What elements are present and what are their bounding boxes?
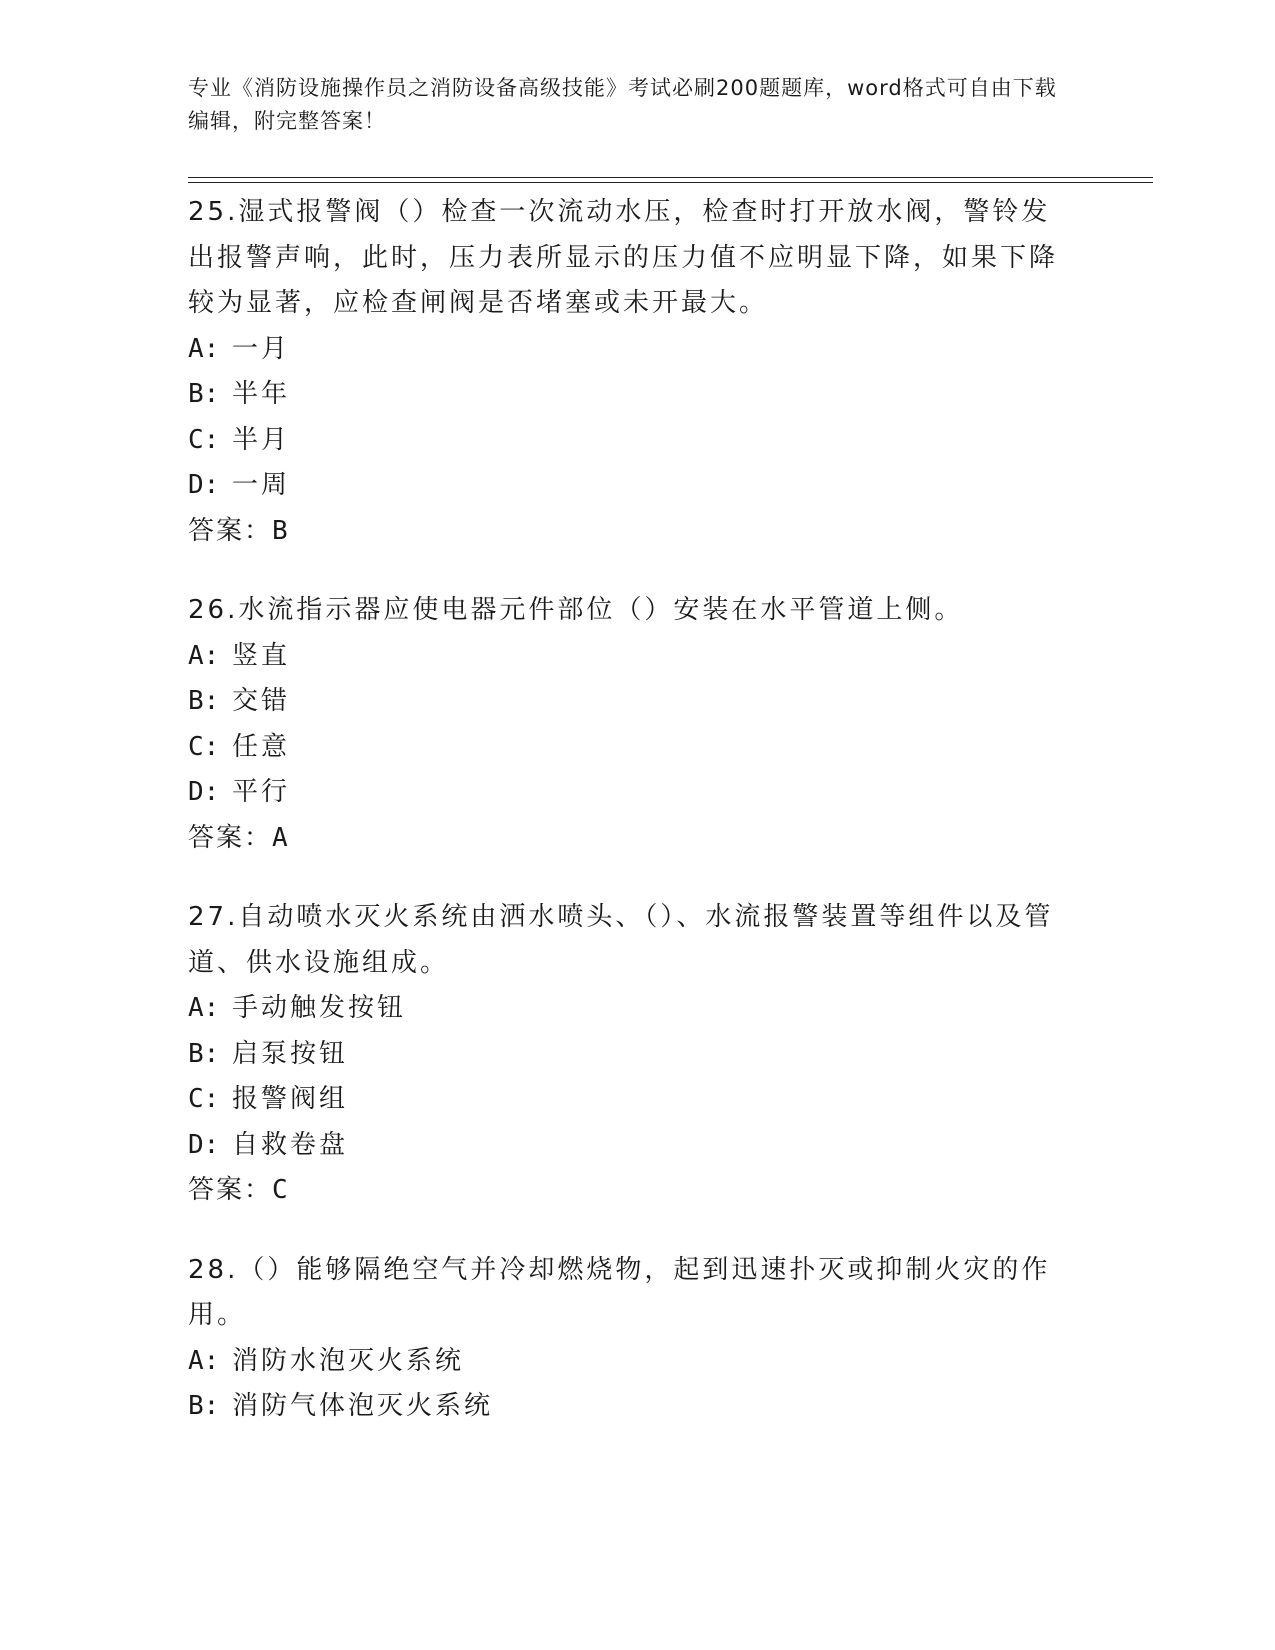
- answer-value: A: [272, 822, 290, 853]
- option-text: 消防水泡灭火系统: [232, 1345, 465, 1376]
- option-c: [188, 1077, 1068, 1123]
- answer-value: B: [272, 515, 290, 546]
- option-a: [188, 327, 1068, 373]
- option-key: D:: [188, 1129, 220, 1160]
- question-26: [188, 588, 1068, 861]
- question-list: [188, 190, 1068, 1464]
- answer-value: C: [272, 1175, 290, 1205]
- option-a: [188, 986, 1068, 1032]
- answer-line: [188, 816, 1068, 862]
- option-c: [188, 418, 1068, 464]
- question-28: [188, 1248, 1068, 1430]
- document-header: 专业《消防设施操作员之消防设备高级技能》考试必刷200题题库，word格式可自由下载编辑，附完整答案！: [188, 76, 1057, 133]
- option-text: 消防气体泡灭火系统: [232, 1391, 494, 1421]
- question-27: [188, 895, 1068, 1214]
- option-d: [188, 770, 1068, 816]
- option-key: D:: [188, 777, 220, 807]
- option-key: C:: [188, 424, 220, 455]
- option-d: [188, 1123, 1068, 1169]
- question-stem: 25.湿式报警阀（）检查一次流动水压，检查时打开放水阀，警铃发出报警声响，此时，压力表所显示的压力值不应明显下降，如果下降较为显著，应检查闸阀是否堵塞或未开最大。: [188, 197, 1059, 318]
- answer-line: [188, 1168, 1068, 1214]
- option-c: [188, 725, 1068, 771]
- option-key: A:: [188, 993, 220, 1023]
- option-text: 启泵按钮: [232, 1038, 349, 1069]
- option-key: B:: [188, 379, 220, 409]
- option-b: [188, 372, 1068, 418]
- option-a: [188, 1339, 1068, 1385]
- answer-label: 答案：: [188, 515, 273, 546]
- option-text: 交错: [232, 686, 291, 716]
- option-key: D:: [188, 470, 220, 500]
- option-text: 报警阀组: [232, 1084, 349, 1114]
- header-divider-bottom: [188, 182, 1153, 183]
- option-b: [188, 679, 1068, 725]
- option-text: 半月: [232, 424, 291, 455]
- option-key: B:: [188, 1038, 220, 1069]
- answer-label: 答案：: [188, 822, 273, 853]
- answer-line: [188, 509, 1068, 555]
- option-text: 半年: [232, 379, 291, 409]
- option-key: C:: [188, 731, 220, 762]
- option-text: 手动触发按钮: [232, 993, 407, 1023]
- question-25: [188, 190, 1068, 554]
- option-key: A:: [188, 640, 220, 671]
- option-text: 一周: [232, 470, 291, 500]
- option-a: [188, 634, 1068, 680]
- option-key: A:: [188, 1345, 220, 1376]
- answer-label: 答案：: [188, 1175, 273, 1205]
- option-text: 竖直: [232, 640, 291, 671]
- option-key: B:: [188, 1391, 220, 1421]
- option-text: 一月: [232, 333, 291, 364]
- option-text: 自救卷盘: [232, 1129, 349, 1160]
- option-key: B:: [188, 686, 220, 716]
- option-b: [188, 1032, 1068, 1078]
- option-text: 平行: [232, 777, 291, 807]
- option-key: C:: [188, 1084, 220, 1114]
- option-b: [188, 1384, 1068, 1430]
- question-stem: 26.水流指示器应使电器元件部位（）安装在水平管道上侧。: [188, 595, 964, 625]
- option-text: 任意: [232, 731, 291, 762]
- question-stem: 27.自动喷水灭火系统由洒水喷头、（）、水流报警装置等组件以及管道、供水设施组成。: [188, 902, 1054, 978]
- header-divider-top: [188, 177, 1153, 178]
- option-key: A:: [188, 333, 220, 364]
- option-d: [188, 463, 1068, 509]
- question-stem: 28.（）能够隔绝空气并冷却燃烧物，起到迅速扑灭或抑制火灾的作用。: [188, 1254, 1051, 1330]
